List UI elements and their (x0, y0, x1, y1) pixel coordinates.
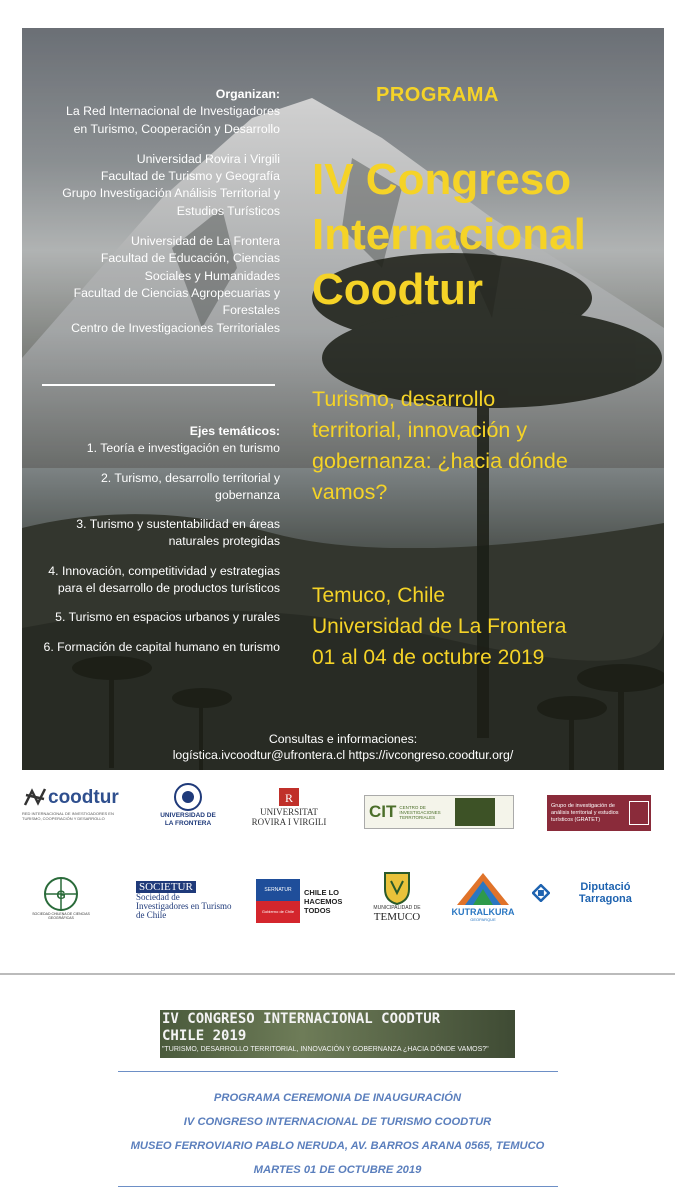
ceremony-program (0, 1086, 675, 1182)
congress-poster (22, 28, 664, 770)
programa-label: PROGRAMA (376, 84, 499, 106)
sernatur-badge (256, 879, 300, 923)
scg-logo (28, 873, 94, 923)
tarragona-logo (532, 878, 658, 908)
svg-text:G: G (56, 888, 66, 902)
organizer-line: Forestales (222, 303, 280, 318)
subtitle-line: territorial, innovación y (312, 418, 528, 442)
sernatur-wordmark: SERNATUR (256, 879, 300, 901)
ufro-seal-icon (173, 782, 203, 812)
theme-item-5 (25, 609, 280, 626)
theme-line: 2. Turismo, desarrollo territorial y (100, 470, 280, 485)
organizer-line: Facultad de Educación, Ciencias (100, 251, 280, 266)
organizer-group-3 (30, 233, 280, 337)
tarragona-text: Diputació Tarragona (578, 881, 632, 905)
sernatur-subtitle: Gobierno de Chile (256, 901, 300, 923)
organizer-line: Centro de Investigaciones Territoriales (71, 320, 280, 335)
urv-logo (246, 782, 332, 832)
urv-mark-icon (278, 787, 300, 807)
themes-heading: Ejes temáticos: (189, 424, 280, 438)
scg-text: SOCIEDAD CHILENA DE CIENCIAS GEOGRÁFICAS (32, 912, 90, 920)
theme-line: 3. Turismo y sustentabilidad en áreas (76, 517, 280, 532)
coodtur-wordmark: coodtur (48, 787, 119, 808)
themes-section (25, 423, 280, 668)
banner-line-3: "TURISMO, DESARROLLO TERRITORIAL, INNOVACIÓN Y GOBERNANZA ¿HACIA DÓNDE VAMOS?" (162, 1046, 489, 1053)
temuco-text-1: MUNICIPALIDAD DE (373, 905, 421, 911)
subtitle-line: vamos? (312, 480, 388, 504)
ceremony-bottom-rule (118, 1186, 558, 1187)
subtitle-line: gobernanza: ¿hacia dónde (312, 449, 568, 473)
organizer-line: en Turismo, Cooperación y Desarrollo (73, 121, 280, 136)
coodtur-logo (22, 782, 142, 824)
organizer-line: Sociales y Humanidades (144, 268, 280, 283)
title-line: Internacional (312, 210, 586, 259)
tarragona-diamond-icon (532, 884, 550, 902)
cit-logo (364, 795, 514, 829)
theme-line: naturales protegidas (168, 534, 280, 549)
ceremony-line-1: PROGRAMA CEREMONIA DE INAUGURACIÓN (213, 1092, 462, 1104)
kutralkura-logo (448, 866, 518, 926)
sernatur-logo (256, 878, 356, 924)
organizer-line: Universidad Rovira i Virgili (136, 151, 280, 166)
cit-photo (455, 798, 495, 826)
congress-title (312, 152, 664, 317)
coodtur-mark-icon (22, 785, 48, 811)
ufro-text: UNIVERSIDAD DE LA FRONTERA (160, 812, 216, 827)
chile-lo-hacemos-text: CHILE LO HACEMOS TODOS (304, 887, 343, 915)
societur-wordmark: SOCIETUR (136, 881, 196, 893)
organizer-line: Facultad de Turismo y Geografía (100, 169, 280, 184)
theme-item-2 (25, 470, 280, 505)
urv-text-2: ROVIRA I VIRGILI (251, 817, 327, 827)
ceremony-top-rule (118, 1071, 558, 1072)
organizer-line: Grupo Investigación Análisis Territorial y (62, 186, 280, 201)
theme-line: 5. Turismo en espacios urbanos y rurales (55, 610, 280, 625)
event-location (312, 580, 652, 673)
urv-text-1: UNIVERSITAT (260, 807, 318, 817)
cit-wordmark: CIT (369, 802, 397, 821)
organizer-line: Estudios Turísticos (176, 203, 280, 218)
svg-text:R: R (284, 791, 294, 805)
subtitle-line: Turismo, desarrollo (312, 387, 496, 411)
contact-label: Consultas e informaciones: (268, 732, 418, 746)
temuco-text-2: TEMUCO (373, 911, 421, 923)
ceremony-line-4: MARTES 01 DE OCTUBRE 2019 (253, 1164, 422, 1176)
gratet-text: Grupo de investigación de análisis territorial y estudios turísticos (GRATET) (551, 802, 619, 823)
organizers-section (30, 86, 280, 350)
theme-item-3 (25, 516, 280, 551)
organizer-line: Facultad de Ciencias Agropecuarias y (73, 285, 280, 300)
ufro-logo (158, 778, 218, 832)
organizer-group-2 (30, 151, 280, 220)
theme-item-6 (25, 639, 280, 656)
contact-info (22, 731, 664, 763)
page-separator (0, 973, 675, 975)
location-line: Universidad de La Frontera (312, 615, 567, 638)
kutralkura-wordmark: KUTRALKURA (451, 906, 515, 917)
theme-line: gobernanza (215, 487, 280, 502)
title-line: IV Congreso (312, 155, 572, 204)
gratet-logo (547, 795, 651, 831)
theme-line: 4. Innovación, competitividad y estrategias (48, 563, 280, 578)
organizers-heading: Organizan: (215, 87, 280, 101)
theme-item-1 (25, 440, 280, 457)
temuco-crest-icon (382, 871, 412, 905)
societur-subtitle: Sociedad de Investigadores en Turismo de Chile (136, 891, 232, 920)
theme-line: para el desarrollo de productos turísticos (57, 581, 280, 596)
ceremony-line-2: IV CONGRESO INTERNACIONAL DE TURISMO COODTUR (183, 1116, 492, 1128)
congress-banner (160, 1010, 515, 1058)
section-divider (42, 384, 275, 386)
organizer-line: La Red Internacional de Investigadores (66, 104, 280, 119)
cit-subtitle: CENTRO DE INVESTIGACIONES TERRITORIALES (399, 804, 441, 820)
banner-line-1: IV CONGRESO INTERNACIONAL COODTUR (162, 1011, 441, 1027)
banner-line-2: CHILE 2019 (162, 1028, 247, 1044)
location-line: Temuco, Chile (312, 584, 446, 607)
contact-links[interactable]: logística.ivcoodtur@ufrontera.cl https://ivcongreso.coodtur.org/ (172, 748, 514, 762)
ceremony-line-3: MUSEO FERROVIARIO PABLO NERUDA, AV. BARROS ARANA 0565, TEMUCO (130, 1140, 545, 1152)
gratet-emblem-icon (629, 801, 649, 825)
kutralkura-subtitle: GEOPARQUE (470, 916, 496, 922)
theme-line: 6. Formación de capital humano en turismo (43, 639, 280, 654)
coodtur-subtitle: RED INTERNACIONAL DE INVESTIGADORES EN TURISMO, COOPERACIÓN Y DESARROLLO (22, 811, 114, 821)
societur-logo (136, 878, 234, 922)
temuco-logo (366, 868, 428, 926)
title-line: Coodtur (312, 265, 484, 314)
congress-subtitle (312, 384, 642, 508)
kutralkura-volcano-icon (455, 871, 511, 907)
theme-item-4 (25, 563, 280, 598)
theme-line: 1. Teoría e investigación en turismo (86, 441, 280, 456)
event-dates: 01 al 04 de octubre 2019 (312, 646, 545, 669)
organizer-line: Universidad de La Frontera (130, 234, 280, 249)
organizer-group-1 (30, 103, 280, 138)
scg-globe-icon (41, 876, 81, 912)
